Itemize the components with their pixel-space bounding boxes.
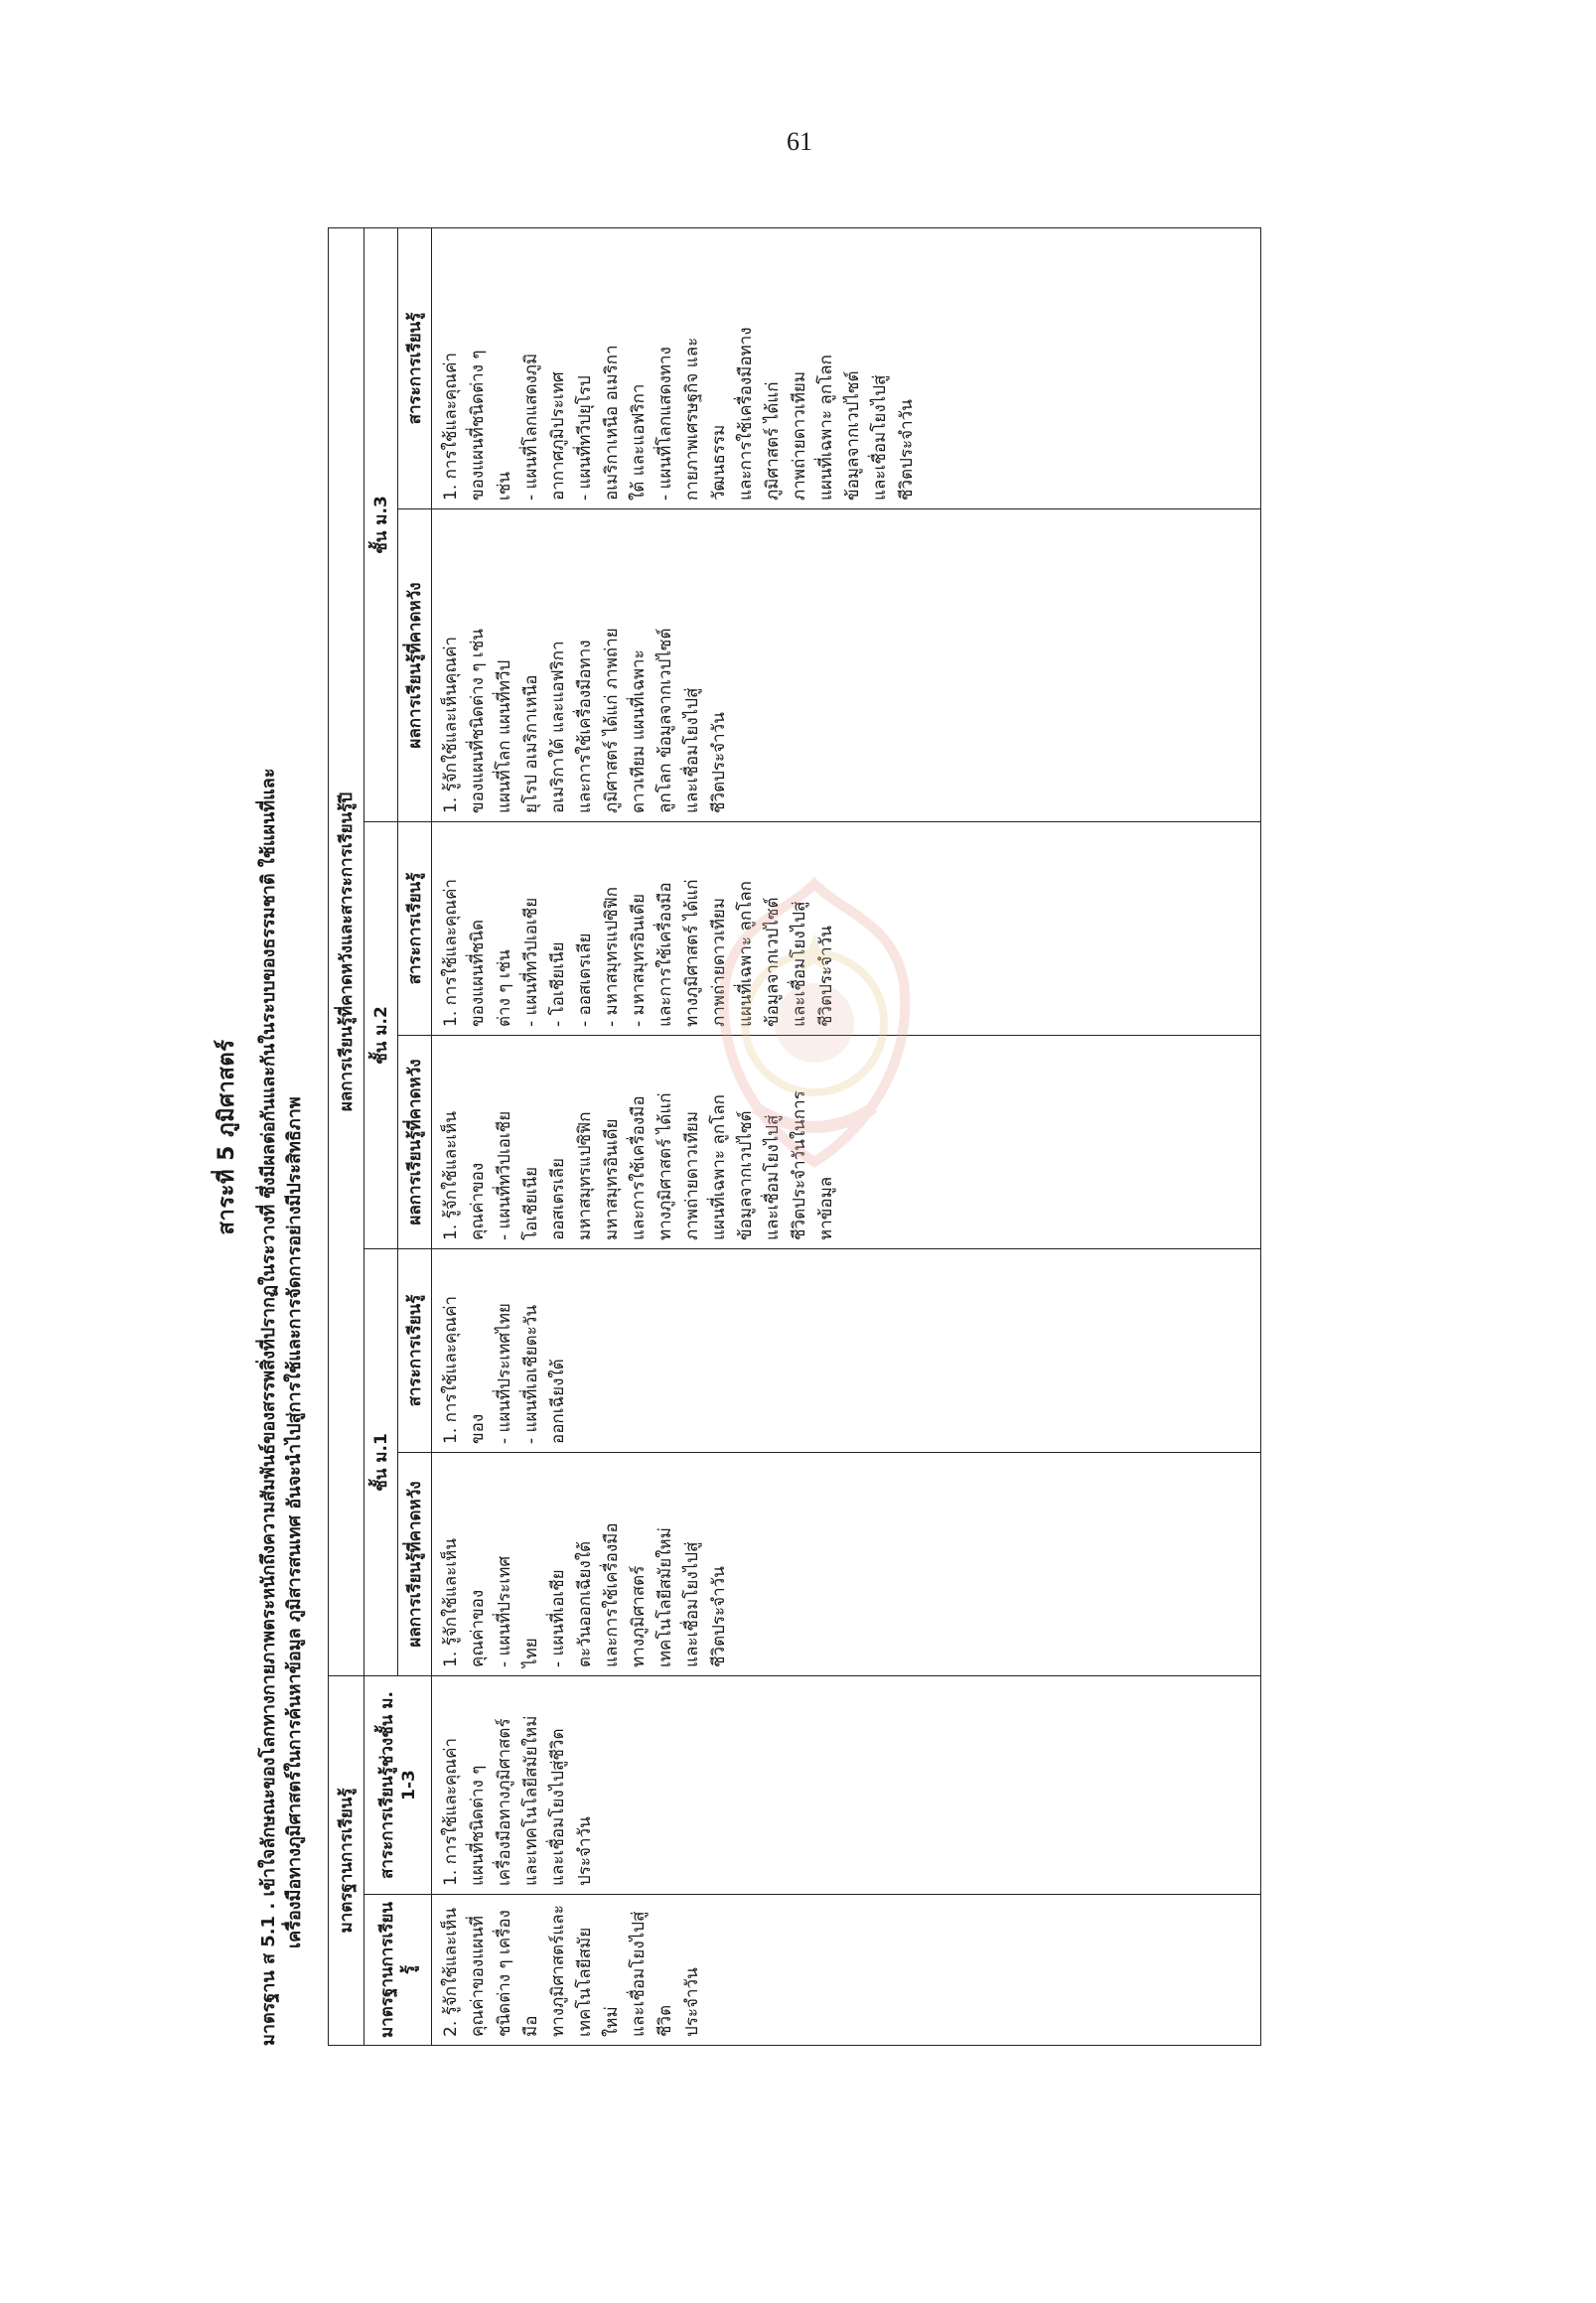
cell-text-line: คุณค่าของ — [468, 1589, 488, 1667]
cell-m1-expected — [432, 1453, 1261, 1676]
cell-text-line: - ออสเตรเลีย — [575, 933, 595, 1027]
cell-text-line: และเชื่อมโยงไปสู่ — [763, 1114, 783, 1240]
cell-text-line: โอเชียเนีย — [521, 1166, 541, 1240]
cell-text-line: แผนที่เฉพาะ ลูกโลก — [816, 355, 836, 501]
cell-standard — [432, 1895, 1261, 2046]
cell-text-line: ชีวิตประจำวัน — [816, 926, 836, 1027]
cell-text-line: มหาสมุทรแปซิฟิก — [575, 1111, 595, 1240]
cell-text-line: 1. รู้จักใช้และเห็น — [441, 1538, 461, 1667]
cell-text-line: เทคโนโลยีสมัยใหม่ — [575, 1927, 622, 2037]
header-grade-m1: ชั้น ม.1 — [364, 1249, 398, 1676]
cell-text-line: 2. รู้จักใช้และเห็น — [441, 1908, 461, 2037]
cell-text-line: ดาวเทียม แผนที่เฉพาะ — [629, 649, 649, 813]
cell-text-line: และเชื่อมโยงไปสู่ — [682, 1541, 702, 1667]
cell-text-line: ลูกโลก ข้อมูลจากเวปไซต์ — [655, 628, 675, 813]
cell-text-line: ของแผนที่ชนิดต่าง ๆ เช่น — [468, 629, 488, 813]
cell-text-line: แผนที่ชนิดต่าง ๆ — [468, 1765, 488, 1886]
cell-text-line: คุณค่าของแผนที่ — [468, 1916, 488, 2037]
cell-text-line: - แผนที่โลกแสดงภูมิ — [521, 353, 541, 501]
cell-text-line: - แผนที่ทวีปเอเชีย — [521, 897, 541, 1027]
cell-text-line: อเมริกาเหนือ อเมริกา — [602, 345, 622, 501]
header-range-col: สาระการเรียนรู้ช่วงชั้น ม. 1-3 — [364, 1676, 432, 1895]
cell-text-line: แผนที่โลก แผนที่ทวีป — [495, 659, 514, 813]
cell-text-line: - แผนที่ทวีปยุโรป — [575, 375, 595, 501]
cell-text-line: หาข้อมูล — [816, 1176, 836, 1240]
header-m2-content: สาระการเรียนรู้ — [398, 822, 432, 1036]
cell-text-line: เทคโนโลยีสมัยใหม่ — [655, 1527, 675, 1667]
cell-text-line: ทางภูมิศาสตร์ ได้แก่ — [682, 879, 702, 1027]
cell-text-line: ออสเตรเลีย — [548, 1158, 568, 1240]
cell-text-line: กายภาพเศรษฐกิจ และ — [682, 337, 702, 501]
header-m1-content: สาระการเรียนรู้ — [398, 1249, 432, 1453]
cell-text-line: ภาพถ่ายดาวเทียม — [682, 1110, 702, 1240]
cell-text-line: ยุโรป อเมริกาเหนือ — [521, 674, 541, 813]
cell-text-line: อากาศภูมิประเทศ — [548, 371, 568, 501]
cell-text-line: - แผนที่เอเชียตะวัน — [521, 1305, 541, 1444]
curriculum-table — [328, 227, 1261, 2046]
cell-text-line: - แผนที่ทวีปเอเชีย — [495, 1110, 514, 1240]
cell-text-line: มหาสมุทรอินเดีย — [602, 1118, 622, 1240]
cell-text-line: และเชื่อมโยงไปสู่ — [790, 901, 809, 1027]
cell-text-line: และเชื่อมโยงไปสู่ — [682, 687, 702, 813]
header-m3-content: สาระการเรียนรู้ — [398, 227, 432, 508]
cell-text-line: ประจำวัน — [575, 1816, 595, 1886]
cell-text-line: และเชื่อมโยงไปสู่ — [870, 374, 890, 501]
cell-text-line: ชีวิตประจำวันในการ — [790, 1090, 809, 1240]
header-outcomes-group: ผลการเรียนรู้ที่คาดหวังและสาระการเรียนรู้ปี — [329, 227, 364, 1675]
header-m2-expected: ผลการเรียนรู้ที่คาดหวัง — [398, 1036, 432, 1249]
cell-text-line: - มหาสมุทรแปซิฟิก — [602, 886, 622, 1027]
cell-text-line: ต่าง ๆ เช่น — [495, 949, 514, 1027]
header-grade-m3: ชั้น ม.3 — [364, 227, 398, 821]
cell-text-line: ของแผนที่ชนิดต่าง ๆ — [468, 350, 488, 501]
cell-text-line: - แผนที่ประเทศ — [495, 1555, 514, 1667]
cell-m1-content — [432, 1249, 1261, 1453]
cell-text-line: ทางภูมิศาสตร์ — [629, 1565, 649, 1667]
cell-text-line: ชีวิตประจำวัน — [709, 712, 729, 813]
cell-text-line: วัฒนธรรม — [709, 424, 729, 501]
cell-range-content — [432, 1676, 1261, 1895]
cell-text-line: ชีวิตประจำวัน — [709, 1566, 729, 1667]
standard-line-2: เครื่องมือทางภูมิศาสตร์ในการค้นหาข้อมูล ภูมิสารสนเทศ อันจะนำไปสู่การใช้และการจัดการอย่างมีประสิทธิภาพ — [284, 1096, 305, 1948]
header-standard-group: มาตรฐานการเรียนรู้ — [329, 1676, 364, 2046]
cell-text-line: ภาพถ่ายดาวเทียม — [790, 370, 809, 501]
cell-text-line: 1. รู้จักใช้และเห็น — [441, 1111, 461, 1240]
cell-text-line: ภาพถ่ายดาวเทียม — [709, 897, 729, 1027]
cell-text-line: 1. การใช้และคุณค่า — [441, 1738, 461, 1886]
cell-text-line: และการใช้เครื่องมือ — [629, 1095, 649, 1240]
cell-text-line: แผนที่เฉพาะ ลูกโลก — [709, 1094, 729, 1240]
cell-m3-content — [432, 227, 1261, 508]
cell-text-line: และเชื่อมโยงไปสู่ชีวิต — [629, 1911, 675, 2037]
cell-text-line: 1. การใช้และคุณค่า — [441, 353, 461, 501]
cell-text-line: ชนิดต่าง ๆ เครื่องมือ — [495, 1910, 541, 2037]
cell-text-line: และการใช้เครื่องมือทาง — [736, 327, 756, 501]
cell-text-line: ข้อมูลจากเวปไซต์ — [763, 897, 783, 1027]
cell-text-line: และเทคโนโลยีสมัยใหม่ — [521, 1715, 541, 1886]
page-title: สาระที่ 5 ภูมิศาสตร์ — [215, 1039, 239, 1235]
cell-text-line: แผนที่เฉพาะ ลูกโลก — [736, 881, 756, 1027]
cell-m2-expected — [432, 1036, 1261, 1249]
cell-text-line: อเมริกาใต้ และแอฟริกา — [548, 641, 568, 813]
cell-text-line: ข้อมูลจากเวปไซต์ — [843, 370, 863, 501]
cell-text-line: ทางภูมิศาสตร์ ได้แก่ — [655, 1092, 675, 1240]
cell-text-line: ทางภูมิศาสตร์และ — [548, 1905, 568, 2037]
standard-statement — [256, 228, 308, 2046]
cell-text-line: - แผนที่ประเทศไทย — [495, 1303, 514, 1444]
header-m1-expected: ผลการเรียนรู้ที่คาดหวัง — [398, 1453, 432, 1676]
cell-text-line: ออกเฉียงใต้ — [548, 1359, 568, 1444]
cell-text-line: และการใช้เครื่องมือทาง — [575, 640, 595, 813]
cell-text-line: ไทย — [521, 1638, 541, 1667]
cell-text-line: ภูมิศาสตร์ ได้แก่ — [763, 381, 783, 501]
cell-text-line: - โอเชียเนีย — [548, 941, 568, 1027]
cell-text-line: และการใช้เครื่องมือ — [655, 882, 675, 1027]
cell-m3-expected — [432, 509, 1261, 822]
standard-line-1: มาตรฐาน ส 5.1 . เข้าใจลักษณะของโลกทางกายภาพตระหนักถึงความสัมพันธ์ของสรรพสิ่งที่ปรากฏในระวางที่ ซึ่งมีผลต่อกันและกันในระบบของธรรมชาติ ใช้แผนที่และ — [258, 768, 279, 2046]
cell-text-line: ตะวันออกเฉียงใต้ — [575, 1540, 595, 1667]
header-grade-m2: ชั้น ม.2 — [364, 822, 398, 1249]
cell-text-line: ประจำวัน — [682, 1967, 702, 2037]
header-m3-expected: ผลการเรียนรู้ที่คาดหวัง — [398, 509, 432, 822]
cell-m2-content — [432, 822, 1261, 1036]
rotated-page-content — [209, 228, 1281, 2046]
cell-text-line: - มหาสมุทรอินเดีย — [629, 893, 649, 1027]
cell-text-line: ภูมิศาสตร์ ได้แก่ ภาพถ่าย — [602, 628, 622, 813]
cell-text-line: ชีวิตประจำวัน — [897, 399, 917, 501]
cell-text-line: ของ — [468, 1413, 488, 1444]
cell-text-line: เครื่องมือทางภูมิศาสตร์ — [495, 1718, 514, 1886]
cell-text-line: 1. การใช้และคุณค่า — [441, 1296, 461, 1444]
page-number: 61 — [787, 127, 812, 156]
cell-text-line: ของแผนที่ชนิด — [468, 919, 488, 1027]
cell-text-line: คุณค่าของ — [468, 1162, 488, 1240]
cell-text-line: ใต้ และแอฟริกา — [629, 383, 649, 501]
cell-text-line: 1. รู้จักใช้และเห็นคุณค่า — [441, 636, 461, 813]
cell-text-line: - แผนที่เอเชีย — [548, 1569, 568, 1667]
header-standard-col: มาตรฐานการเรียนรู้ — [364, 1895, 432, 2046]
cell-text-line: และเชื่อมโยงไปสู่ชีวิต — [548, 1728, 568, 1886]
cell-text-line: เช่น — [495, 472, 514, 501]
cell-text-line: 1. การใช้และคุณค่า — [441, 879, 461, 1027]
cell-text-line: และการใช้เครื่องมือ — [602, 1522, 622, 1667]
cell-text-line: ข้อมูลจากเวปไซต์ — [736, 1110, 756, 1240]
cell-text-line: - แผนที่โลกแสดงทาง — [655, 347, 675, 501]
